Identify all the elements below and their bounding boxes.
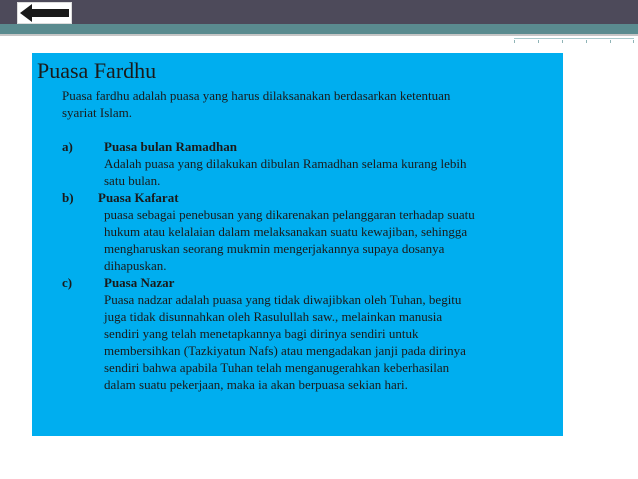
intro-line: syariat Islam. [62,105,133,120]
item-line: Puasa nadzar adalah puasa yang tidak diwajibkan oleh Tuhan, begitu [104,292,462,307]
item-heading: Puasa Kafarat [98,190,179,205]
top-accent-stripe [0,24,638,34]
item-line: Adalah puasa yang dilakukan dibulan Ramadhan selama kurang lebih [104,156,467,171]
item-line: puasa sebagai penebusan yang dikarenakan pelanggaran terhadap suatu [104,207,475,222]
item-line: dalam suatu pekerjaan, maka ia akan berpuasa sekian hari. [104,377,408,392]
item-line: satu bulan. [104,173,161,188]
arrow-left-icon [18,3,71,23]
decorative-ticks [514,38,634,43]
top-bar [0,0,638,24]
intro-line: Puasa fardhu adalah puasa yang harus dilaksanakan berdasarkan ketentuan [62,88,451,103]
item-marker: c) [62,275,73,290]
item-line: mengharuskan seorang mukmin mengerjakannya supaya dosanya [104,241,445,256]
item-marker: b) [62,190,74,205]
item-line: membersihkan (Tazkiyatun Nafs) atau mengadakan janji pada dirinya [104,343,466,358]
item-line: dihapuskan. [104,258,167,273]
back-button[interactable] [17,2,72,24]
item-line: sendiri yang telah menetapkannya bagi dirinya sendiri untuk [104,326,419,341]
item-line: hukum atau kelalaian dalam melaksanakan suatu kewajiban, sehingga [104,224,468,239]
item-marker: a) [62,139,73,154]
slide-title: Puasa Fardhu [37,58,157,83]
item-line: sendiri bahwa apabila Tuhan telah menganugerahkan keberhasilan [104,360,450,375]
item-heading: Puasa Nazar [104,275,175,290]
item-heading: Puasa bulan Ramadhan [104,139,237,154]
item-line: juga tidak disunnahkan oleh Rasulullah saw., melainkan manusia [104,309,443,324]
divider-line [0,34,638,36]
